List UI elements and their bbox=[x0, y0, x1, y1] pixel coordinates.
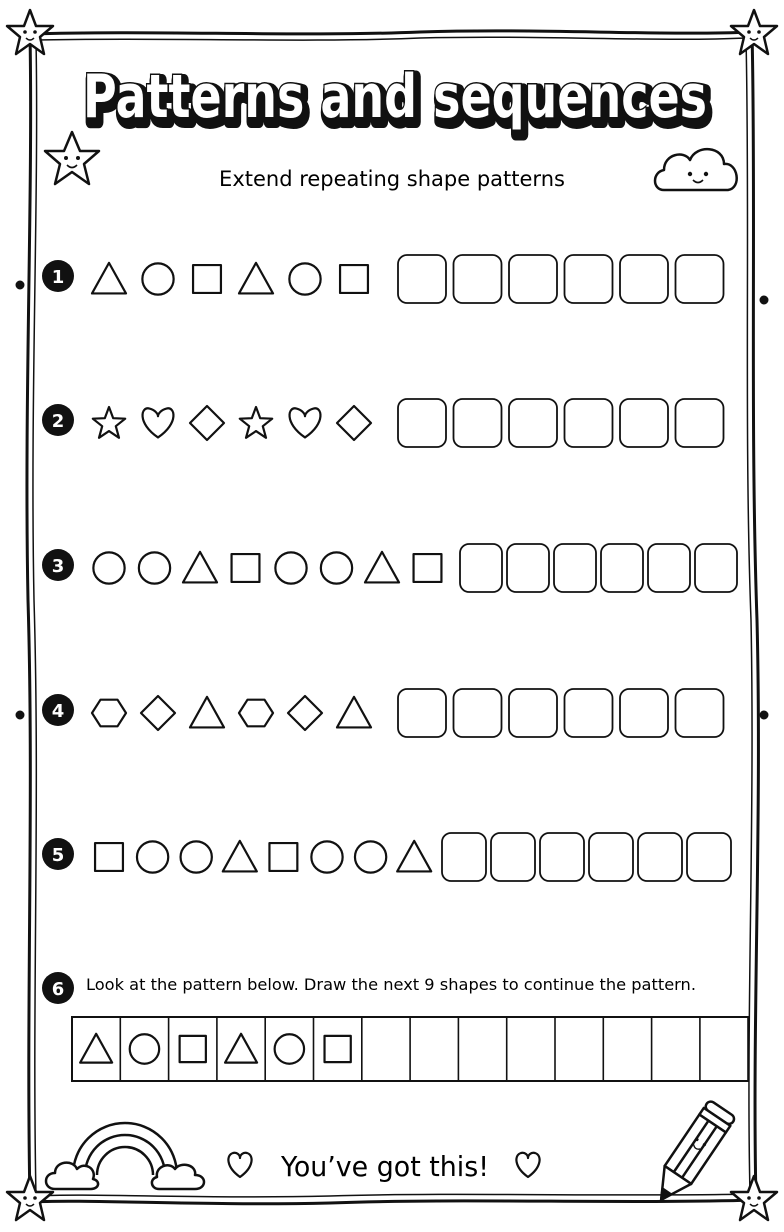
question-number: 1 bbox=[51, 267, 65, 288]
triangle-icon bbox=[365, 552, 399, 583]
question-6 bbox=[42, 972, 748, 1081]
circle-icon bbox=[355, 841, 386, 872]
answer-box[interactable] bbox=[509, 399, 557, 447]
answer-boxes bbox=[398, 399, 724, 447]
square-icon bbox=[340, 265, 368, 293]
star-icon bbox=[731, 10, 777, 54]
answer-box[interactable] bbox=[638, 833, 682, 881]
square-icon bbox=[269, 843, 297, 871]
grid-cell-empty[interactable] bbox=[652, 1017, 700, 1081]
decor-rainbow bbox=[46, 1123, 204, 1189]
circle-icon bbox=[181, 841, 212, 872]
answer-box[interactable] bbox=[540, 833, 584, 881]
diamond-icon bbox=[190, 406, 224, 440]
square-icon bbox=[95, 843, 123, 871]
diamond-icon bbox=[141, 696, 175, 730]
pattern-row-2 bbox=[42, 399, 724, 447]
decor-pencil bbox=[648, 1100, 736, 1209]
answer-box[interactable] bbox=[454, 255, 502, 303]
square-icon bbox=[193, 265, 221, 293]
grid-cell-empty[interactable] bbox=[507, 1017, 555, 1081]
answer-box[interactable] bbox=[507, 544, 549, 592]
question-number: 5 bbox=[51, 845, 65, 866]
heart-icon bbox=[290, 408, 321, 437]
cloud-icon bbox=[152, 1165, 204, 1189]
pattern-row-4 bbox=[42, 689, 724, 737]
answer-box[interactable] bbox=[398, 255, 446, 303]
hexagon-icon bbox=[92, 700, 126, 727]
grid-cell-given bbox=[265, 1017, 313, 1081]
circle-icon bbox=[275, 552, 306, 583]
answer-box[interactable] bbox=[398, 689, 446, 737]
cloud-icon bbox=[46, 1163, 98, 1189]
answer-box[interactable] bbox=[509, 255, 557, 303]
answer-box[interactable] bbox=[648, 544, 690, 592]
triangle-icon bbox=[183, 552, 217, 583]
star-icon bbox=[240, 407, 272, 438]
triangle-icon bbox=[92, 263, 126, 294]
pattern-sequence bbox=[92, 696, 371, 730]
decor-star-smile bbox=[45, 132, 99, 184]
answer-boxes bbox=[398, 689, 724, 737]
grid-cell-given bbox=[72, 1017, 120, 1081]
hexagon-icon bbox=[239, 700, 273, 727]
answer-box[interactable] bbox=[620, 255, 668, 303]
answer-box[interactable] bbox=[620, 689, 668, 737]
pattern-sequence bbox=[95, 841, 431, 873]
grid-cell-empty[interactable] bbox=[410, 1017, 458, 1081]
circle-icon bbox=[139, 552, 170, 583]
star-icon bbox=[731, 1176, 777, 1220]
answer-box[interactable] bbox=[460, 544, 502, 592]
answer-box[interactable] bbox=[565, 689, 613, 737]
answer-box[interactable] bbox=[620, 399, 668, 447]
circle-icon bbox=[93, 552, 124, 583]
square-icon bbox=[414, 554, 442, 582]
pattern-grid bbox=[72, 1017, 748, 1081]
pattern-sequence bbox=[93, 406, 371, 440]
pattern-row-1 bbox=[42, 255, 724, 303]
circle-icon bbox=[289, 263, 320, 294]
answer-boxes bbox=[442, 833, 731, 881]
pattern-sequence bbox=[92, 263, 368, 295]
pattern-rows bbox=[42, 255, 737, 881]
answer-box[interactable] bbox=[554, 544, 596, 592]
answer-box[interactable] bbox=[509, 689, 557, 737]
question-number: 2 bbox=[51, 411, 65, 432]
title-group bbox=[83, 62, 710, 137]
decor-cloud bbox=[655, 149, 737, 190]
diamond-icon bbox=[288, 696, 322, 730]
corner-star-bottom-right bbox=[731, 1176, 777, 1220]
cloud-icon bbox=[655, 149, 737, 190]
square-icon bbox=[232, 554, 260, 582]
question-number: 4 bbox=[51, 701, 65, 722]
diamond-icon bbox=[337, 406, 371, 440]
star-icon bbox=[93, 407, 125, 438]
page-subtitle: Extend repeating shape patterns bbox=[219, 167, 565, 191]
triangle-icon bbox=[190, 697, 224, 728]
triangle-icon bbox=[337, 697, 371, 728]
grid-cell-given bbox=[120, 1017, 168, 1081]
grid-cell-given bbox=[169, 1017, 217, 1081]
answer-boxes bbox=[460, 544, 737, 592]
pattern-row-3 bbox=[42, 544, 737, 592]
circle-icon bbox=[137, 841, 168, 872]
grid-cell-empty[interactable] bbox=[603, 1017, 651, 1081]
answer-box[interactable] bbox=[454, 399, 502, 447]
grid-cell-empty[interactable] bbox=[555, 1017, 603, 1081]
grid-cell-empty[interactable] bbox=[700, 1017, 748, 1081]
grid-cell-empty[interactable] bbox=[458, 1017, 506, 1081]
pattern-sequence bbox=[93, 552, 441, 584]
answer-box[interactable] bbox=[676, 689, 724, 737]
triangle-icon bbox=[397, 841, 431, 872]
pencil-icon bbox=[648, 1100, 736, 1209]
circle-icon bbox=[311, 841, 342, 872]
answer-box[interactable] bbox=[695, 544, 737, 592]
triangle-icon bbox=[223, 841, 257, 872]
answer-box[interactable] bbox=[676, 399, 724, 447]
answer-box[interactable] bbox=[442, 833, 486, 881]
triangle-icon bbox=[239, 263, 273, 294]
answer-box[interactable] bbox=[565, 399, 613, 447]
answer-box[interactable] bbox=[491, 833, 535, 881]
circle-icon bbox=[142, 263, 173, 294]
question-instruction: Look at the pattern below. Draw the next 9 shapes to continue the pattern. bbox=[86, 975, 697, 994]
question-number: 6 bbox=[51, 979, 65, 1000]
answer-box[interactable] bbox=[601, 544, 643, 592]
page-title: Patterns and sequences bbox=[83, 62, 707, 132]
question-number: 3 bbox=[51, 556, 65, 577]
grid-cell-empty[interactable] bbox=[362, 1017, 410, 1081]
star-icon bbox=[45, 132, 99, 184]
page-title-shadow: Patterns and sequences bbox=[86, 67, 710, 137]
answer-box[interactable] bbox=[398, 399, 446, 447]
footer bbox=[228, 1150, 539, 1183]
circle-icon bbox=[321, 552, 352, 583]
heart-icon bbox=[228, 1153, 251, 1177]
footer-text: You’ve got this! bbox=[280, 1150, 489, 1183]
answer-box[interactable] bbox=[589, 833, 633, 881]
answer-boxes bbox=[398, 255, 724, 303]
heart-icon bbox=[516, 1153, 539, 1177]
grid-cell-given bbox=[217, 1017, 265, 1081]
heart-icon bbox=[143, 408, 174, 437]
pattern-row-5 bbox=[42, 833, 731, 881]
answer-box[interactable] bbox=[565, 255, 613, 303]
answer-box[interactable] bbox=[676, 255, 724, 303]
grid-cell-given bbox=[314, 1017, 362, 1081]
answer-box[interactable] bbox=[454, 689, 502, 737]
answer-box[interactable] bbox=[687, 833, 731, 881]
corner-star-top-right bbox=[731, 10, 777, 54]
